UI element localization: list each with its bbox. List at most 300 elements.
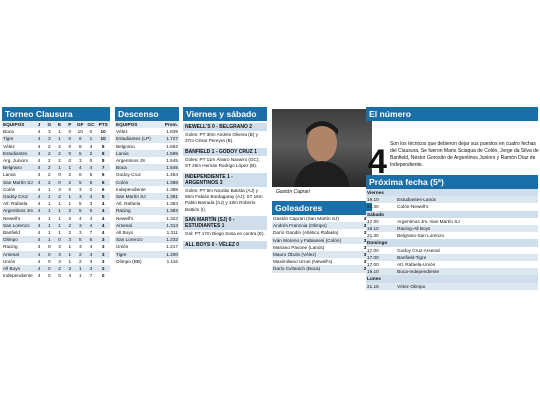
stat-cell: 3 <box>96 251 110 258</box>
team-name: Arsenal <box>2 251 34 258</box>
stat-cell: 4 <box>86 193 97 200</box>
team-name: Godoy Cruz <box>116 172 142 178</box>
stat-cell: 5 <box>86 207 97 214</box>
stat-cell: 0 <box>68 129 72 135</box>
stat-cell: 4 <box>37 172 41 178</box>
stat-cell: 3 <box>58 258 61 264</box>
goleadores-section <box>272 107 372 273</box>
stat-cell: 2 <box>44 150 54 157</box>
match-teams: Atl. Rafaela-Unión <box>397 262 436 268</box>
team-name: Arsenal <box>115 222 160 229</box>
stat-cell: 4 <box>34 179 44 186</box>
stat-cell: 3 <box>78 158 82 164</box>
stat-cell: 1 <box>44 193 54 200</box>
stat-cell: 2 <box>68 230 72 236</box>
fixture-table <box>366 189 538 290</box>
team-name: All Boys <box>2 265 34 272</box>
team-name: Argentinos Jrs <box>3 208 33 214</box>
stat-cell: 4 <box>34 222 44 229</box>
table-row <box>2 215 110 222</box>
standings-header: E <box>54 121 64 128</box>
table-row <box>2 243 110 250</box>
match-time: 17.00 <box>367 218 379 224</box>
matches-list <box>183 123 267 249</box>
stat-cell: 3 <box>75 193 86 200</box>
table-row <box>2 128 110 135</box>
standings-header: PTS <box>96 121 110 128</box>
descenso-table <box>115 121 179 265</box>
average-value: 1.313 <box>160 222 179 229</box>
descenso-header: Prom. <box>160 121 179 128</box>
stat-cell: 2 <box>44 164 54 171</box>
team-name: Banfield <box>3 230 20 236</box>
team-name: Atl. Rafaela <box>3 201 28 207</box>
stat-cell: 1 <box>75 265 86 272</box>
team-name: Tigre <box>115 251 160 258</box>
stat-cell: 3 <box>65 236 75 243</box>
average-value: 1.595 <box>160 150 179 157</box>
match-teams: Boca-Independiente <box>396 268 538 275</box>
stat-cell: 1 <box>54 164 64 171</box>
stat-cell: 2 <box>96 265 110 272</box>
stat-cell: 1 <box>68 244 72 250</box>
stat-cell: 1 <box>44 222 54 229</box>
team-name: Unión <box>116 244 129 250</box>
team-name: Colón <box>115 179 160 186</box>
team-name: Lanús <box>3 172 16 178</box>
stat-cell: 0 <box>47 244 51 250</box>
team-name: Olimpo <box>2 236 34 243</box>
table-row <box>115 150 179 157</box>
average-value: 1.383 <box>166 201 178 207</box>
stat-cell: 10 <box>77 129 83 135</box>
stat-cell: 5 <box>86 179 97 186</box>
scorer-name: Mariano Pavone (Lanús) <box>273 244 325 250</box>
stat-cell: 3 <box>89 258 93 264</box>
stat-cell: 8 <box>78 143 82 149</box>
average-value: 1.652 <box>166 143 178 149</box>
photo-caption: Gastón Caprari <box>276 189 310 195</box>
goal-count: 3 <box>363 230 367 236</box>
stat-cell: 1 <box>65 193 75 200</box>
team-name: San Martín SJ <box>115 193 160 200</box>
scorer-name: Gastón Caprari (San Martín SJ) <box>273 216 339 221</box>
stat-cell: 4 <box>68 273 72 279</box>
list-item <box>272 215 372 222</box>
stat-cell: 3 <box>86 251 97 258</box>
list-item <box>272 244 372 251</box>
table-row <box>115 229 179 236</box>
stat-cell: 2 <box>89 186 93 192</box>
match-result: ALL BOYS 0 - VÉLEZ 0 <box>183 241 267 249</box>
team-name: Belgrano <box>116 143 135 149</box>
team-name: Racing <box>3 244 18 250</box>
stat-cell: 0 <box>47 258 51 264</box>
day-label-row <box>366 275 538 282</box>
scorers-table <box>272 215 372 273</box>
table-row <box>2 258 110 265</box>
match-result: BANFIELD 1 - GODOY CRUZ 1 <box>183 148 267 156</box>
goleadores-title: Goleadores <box>272 201 372 215</box>
team-name: Arg. Juniors <box>3 158 29 164</box>
match-time: 17.00 <box>366 254 396 261</box>
stat-cell: 4 <box>78 215 82 221</box>
stat-cell: 0 <box>89 129 93 135</box>
stat-cell: 4 <box>86 164 97 171</box>
average-value: 1.839 <box>166 129 178 135</box>
stat-cell: 10 <box>100 129 106 135</box>
numero-title: El número <box>366 107 538 121</box>
day-label: Domingo <box>366 239 538 246</box>
fixture-row <box>366 254 538 261</box>
stat-cell: 2 <box>78 258 82 264</box>
team-name: Boca <box>3 129 14 135</box>
average-value: 1.232 <box>160 236 179 243</box>
average-value: 1.545 <box>160 164 179 171</box>
viernes-title: Viernes y sábado <box>183 107 267 121</box>
match-time: 21.30 <box>367 204 379 210</box>
stat-cell: 1 <box>58 215 61 221</box>
match-result: INDEPENDIENTE 1 - ARGENTINOS 3 <box>183 173 267 187</box>
stat-cell: 3 <box>75 222 86 229</box>
table-row <box>2 186 110 193</box>
stat-cell: 0 <box>47 273 51 279</box>
stat-cell: 4 <box>34 135 44 142</box>
team-name: Vélez <box>116 129 128 135</box>
table-row <box>115 207 179 214</box>
team-name: Newell's <box>3 215 21 221</box>
torneo-section <box>2 107 110 279</box>
stat-cell: 5 <box>75 150 86 157</box>
table-row <box>2 229 110 236</box>
stat-cell: 1 <box>58 129 61 135</box>
stat-cell: 2 <box>68 172 72 178</box>
table-row <box>2 272 110 279</box>
match-goals: Goles: PT 11m Álvaro Navarro (GC); ST 26m Hernán Rodrigo López (B). <box>185 156 260 169</box>
stat-cell: 4 <box>34 236 44 243</box>
stat-cell: 4 <box>37 201 41 207</box>
stat-cell: 2 <box>47 158 51 164</box>
table-row <box>2 200 110 207</box>
table-row <box>2 207 110 214</box>
descenso-header: EQUIPOS <box>115 121 160 128</box>
stat-cell: 7 <box>89 273 93 279</box>
day-label-row <box>366 239 538 246</box>
stat-cell: 4 <box>37 143 41 149</box>
match-goals: Goles: PT 9m Nicolás Batista (AJ) y 55m Fabián Bordagaray (AJ); ST 16m Pablo Barrada (AJ) y 18m Roberto Battión (I). <box>185 187 263 212</box>
stat-cell: 2 <box>47 143 51 149</box>
stat-cell: 4 <box>37 244 41 250</box>
stat-cell: 2 <box>65 222 75 229</box>
match-teams: Godoy Cruz-Arsenal <box>397 247 440 253</box>
stat-cell: 6 <box>101 172 105 178</box>
match-time: 21.30 <box>367 233 379 239</box>
table-row <box>2 236 110 243</box>
stat-cell: 2 <box>65 207 75 214</box>
scorer-name: Mauro Óbolo (Vélez) <box>272 251 358 258</box>
stat-cell: 4 <box>37 215 41 221</box>
table-row <box>115 186 179 193</box>
table-row <box>115 193 179 200</box>
stat-cell: 3 <box>89 143 93 149</box>
standings-header: EQUIPOS <box>2 121 34 128</box>
stat-cell: 4 <box>37 186 41 192</box>
average-value: 1.388 <box>166 186 178 192</box>
stat-cell: 1 <box>68 258 72 264</box>
team-name: Colón <box>3 186 16 192</box>
stat-cell: 6 <box>78 172 82 178</box>
stat-cell: 0 <box>54 236 64 243</box>
table-row <box>2 251 110 258</box>
stat-cell: 2 <box>65 265 75 272</box>
match-time: 19.10 <box>366 268 396 275</box>
stat-cell: 6 <box>75 135 86 142</box>
table-row <box>2 150 110 157</box>
numero-box <box>366 121 539 181</box>
team-name: Tigre <box>2 135 34 142</box>
stat-cell: 1 <box>44 207 54 214</box>
average-value: 1.200 <box>160 251 179 258</box>
stat-cell: 2 <box>58 158 61 164</box>
stat-cell: 2 <box>54 193 64 200</box>
stat-cell: 4 <box>96 207 110 214</box>
table-row <box>2 164 110 171</box>
table-row <box>115 157 179 164</box>
stat-cell: 3 <box>58 244 61 250</box>
stat-cell: 3 <box>96 236 110 243</box>
table-row <box>115 258 179 265</box>
match-teams: Argentinos Jrs.-San Martín SJ <box>397 218 460 224</box>
average-value: 1.383 <box>160 207 179 214</box>
goal-count: 3 <box>358 237 372 244</box>
numero-text: Son los técnicos que debieron dejar sus puestos en cuatro fechas del Clausura. Se fueron Mario Sciaqua de Colón, Jorge da Silva de Banfield, Néstor Gorosito de Argentinos Juniors y Ramón Díaz de Independiente. <box>390 141 539 168</box>
goal-count: 3 <box>358 251 372 258</box>
stat-cell: 1 <box>47 215 51 221</box>
fixture-row <box>366 247 538 254</box>
fixture-row <box>366 268 538 275</box>
standings-table <box>2 121 110 279</box>
stat-cell: 0 <box>65 150 75 157</box>
viernes-section <box>183 107 267 249</box>
match-time: 19.10 <box>366 225 396 232</box>
stat-cell: 3 <box>47 129 51 135</box>
match-time: 21.15 <box>366 283 396 290</box>
team-name: Estudiantes <box>2 150 34 157</box>
stat-cell: 7 <box>96 164 110 171</box>
average-value: 1.727 <box>160 135 179 142</box>
average-value: 1.311 <box>166 230 178 236</box>
stat-cell: 1 <box>47 186 51 192</box>
stat-cell: 0 <box>68 158 72 164</box>
stat-cell: 1 <box>65 164 75 171</box>
stat-cell: 1 <box>58 201 61 207</box>
team-name: San Lorenzo <box>115 236 160 243</box>
stat-cell: 7 <box>89 230 93 236</box>
match-teams: Belgrano-San Lorenzo <box>397 233 445 239</box>
stat-cell: 1 <box>44 236 54 243</box>
stat-cell: 2 <box>75 251 86 258</box>
stat-cell: 0 <box>89 158 93 164</box>
stat-cell: 8 <box>101 158 105 164</box>
team-name: Belgrano <box>2 164 34 171</box>
stat-cell: 3 <box>58 186 61 192</box>
stat-cell: 1 <box>58 230 61 236</box>
team-name: All Boys <box>116 230 133 236</box>
table-row <box>2 222 110 229</box>
team-name: Unión <box>3 258 16 264</box>
stat-cell: 2 <box>65 179 75 186</box>
stat-cell: 4 <box>34 150 44 157</box>
table-row <box>2 157 110 164</box>
goal-count: 2 <box>358 265 372 272</box>
match-time: 17.00 <box>367 247 379 253</box>
stat-cell: 4 <box>37 230 41 236</box>
stat-cell: 8 <box>96 150 110 157</box>
day-label: Viernes <box>366 189 538 196</box>
list-item <box>272 251 372 258</box>
day-label-row <box>366 189 538 196</box>
descenso-section <box>115 107 179 265</box>
table-row <box>2 171 110 178</box>
stat-cell: 4 <box>34 207 44 214</box>
stat-cell: 1 <box>86 135 97 142</box>
stat-cell: 1 <box>47 230 51 236</box>
stat-cell: 1 <box>54 135 64 142</box>
match-goals: Gol: PT 17m Diego Sosa en contra (E). <box>185 231 265 237</box>
stat-cell: 10 <box>96 135 110 142</box>
average-value: 1.545 <box>166 158 178 164</box>
stat-cell: 2 <box>86 150 97 157</box>
list-item <box>272 258 372 265</box>
stat-cell: 0 <box>68 186 72 192</box>
scorer-name: Darío Gandín (Atlético Rafaela) <box>273 230 339 236</box>
team-name: Argentinos JS <box>116 158 146 164</box>
table-row <box>115 143 179 150</box>
stat-cell: 5 <box>75 179 86 186</box>
stat-cell: 5 <box>75 207 86 214</box>
match-teams: Racing-All Boys <box>396 225 538 232</box>
scorer-name: Andrés Franzoia (Olimpo) <box>272 222 358 229</box>
goal-count: 3 <box>363 259 367 265</box>
table-row <box>2 265 110 272</box>
stat-cell: 1 <box>65 251 75 258</box>
stat-cell: 5 <box>75 236 86 243</box>
match-time: 17.00 <box>367 262 379 268</box>
stat-cell: 4 <box>75 164 86 171</box>
stat-cell: 8 <box>101 143 105 149</box>
scorer-name: Iván Moreno y Fabianesi (Colón) <box>272 237 358 244</box>
list-item <box>272 237 372 244</box>
player-portrait-icon <box>272 109 372 187</box>
table-row <box>115 128 179 135</box>
table-row <box>115 171 179 178</box>
table-row <box>115 251 179 258</box>
stat-cell: 4 <box>89 244 93 250</box>
average-value: 1.217 <box>166 244 178 250</box>
descenso-title: Descenso <box>115 107 179 121</box>
stat-cell: 0 <box>44 251 54 258</box>
stat-cell: 5 <box>96 193 110 200</box>
team-name: Godoy Cruz <box>2 193 34 200</box>
stat-cell: 2 <box>68 215 72 221</box>
stat-cell: 3 <box>89 201 93 207</box>
table-row <box>115 200 179 207</box>
team-name: Lanús <box>115 150 160 157</box>
fixture-row <box>366 232 538 239</box>
stat-cell: 1 <box>54 207 64 214</box>
average-value: 1.484 <box>166 172 178 178</box>
stat-cell: 3 <box>44 135 54 142</box>
torneo-title: Torneo Clausura <box>2 107 110 121</box>
fixture-row <box>366 196 538 203</box>
standings-header: GF <box>75 121 86 128</box>
stat-cell: 2 <box>54 265 64 272</box>
day-label: Sábado <box>366 211 538 218</box>
team-name: Boca <box>115 164 160 171</box>
standings-header: J <box>34 121 44 128</box>
match-result: NEWELL'S 0 - BELGRANO 2 <box>183 123 267 131</box>
numero-section <box>366 107 538 290</box>
stat-cell: 2 <box>58 143 61 149</box>
stat-cell: 3 <box>78 186 82 192</box>
team-name: Olimpo (BB) <box>116 258 142 264</box>
stat-cell: 0 <box>54 179 64 186</box>
stat-cell: 4 <box>34 265 44 272</box>
stat-cell: 1 <box>78 273 82 279</box>
fixture-row <box>366 203 538 210</box>
fixture-row <box>366 225 538 232</box>
team-name: Estudiantes (LP) <box>115 135 160 142</box>
table-row <box>2 193 110 200</box>
player-photo <box>272 109 372 187</box>
stat-cell: 2 <box>47 172 51 178</box>
table-row <box>115 236 179 243</box>
standings-header: P <box>65 121 75 128</box>
stat-cell: 4 <box>96 222 110 229</box>
stat-cell: 4 <box>34 251 44 258</box>
stat-cell: 4 <box>101 230 105 236</box>
team-name: Atl. Rafaela <box>116 201 141 207</box>
table-row <box>115 164 179 171</box>
list-item <box>272 222 372 229</box>
stat-cell: 4 <box>37 158 41 164</box>
stat-cell: 4 <box>37 258 41 264</box>
scorer-name: Darío Cvitanich (Boca) <box>272 265 358 272</box>
team-name: Independiente <box>3 273 33 279</box>
table-row <box>115 215 179 222</box>
team-name: Racing <box>115 207 160 214</box>
table-row <box>115 243 179 250</box>
stat-cell: 3 <box>78 244 82 250</box>
standings-header: G <box>44 121 54 128</box>
fixture-row <box>366 283 538 290</box>
stat-cell: 3 <box>101 244 105 250</box>
stat-cell: 0 <box>58 273 61 279</box>
stat-cell: 3 <box>54 251 64 258</box>
team-name: Vélez <box>3 143 15 149</box>
table-row <box>115 222 179 229</box>
goal-count: 3 <box>358 222 372 229</box>
match-time: 19.10 <box>366 196 396 203</box>
stat-cell: 4 <box>101 215 105 221</box>
average-value: 1.116 <box>166 258 178 264</box>
stat-cell: 4 <box>37 273 41 279</box>
stat-cell: 3 <box>86 265 97 272</box>
day-label-row <box>366 211 538 218</box>
list-item <box>272 265 372 272</box>
team-name: San Lorenzo <box>2 222 34 229</box>
average-value: 1.323 <box>166 215 178 221</box>
